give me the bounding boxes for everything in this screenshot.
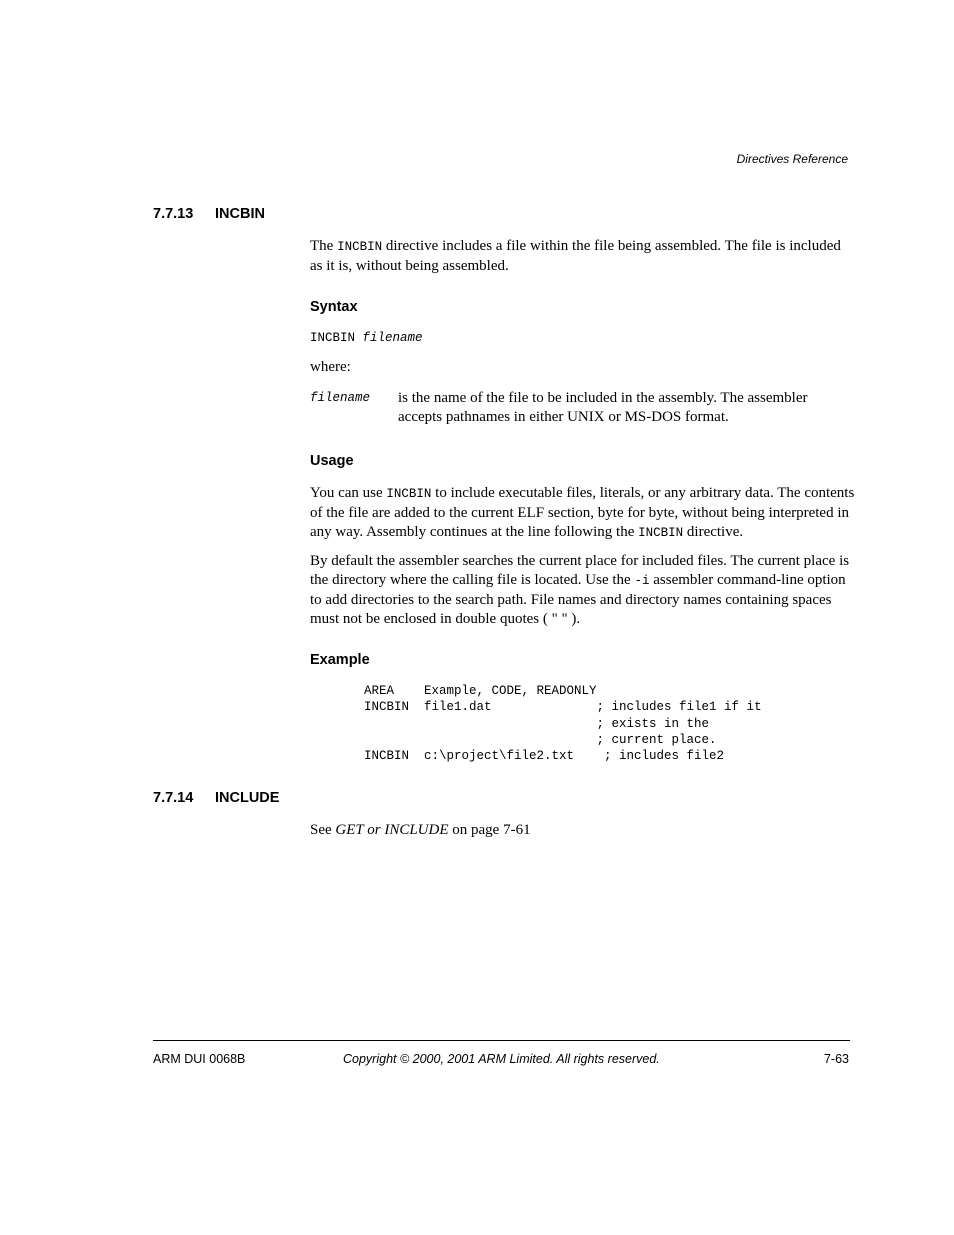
- example-heading: Example: [310, 652, 370, 668]
- inline-code: INCBIN: [337, 240, 383, 254]
- section-number: 7.7.14: [153, 790, 194, 806]
- intro-paragraph: The INCBIN directive includes a file within the file being assembled. The file is included as it is, without being assembled.: [310, 238, 841, 274]
- footer-page-number: 7-63: [823, 1052, 849, 1066]
- param-description: is the name of the file to be included in the assembly. The assembler accepts pathnames in either UNIX or MS-DOS format.: [398, 390, 808, 425]
- see-reference: See GET or INCLUDE on page 7-61: [310, 822, 531, 838]
- running-header: Directives Reference: [736, 152, 848, 166]
- param-term: filename: [310, 391, 371, 405]
- example-code-block: AREA Example, CODE, READONLY INCBIN file1.dat ; includes file1 if it ; exists in the ; current place. INCBIN c:\project\file2.txt ; includes file2: [364, 684, 762, 764]
- syntax-heading: Syntax: [310, 299, 358, 315]
- usage-heading: Usage: [310, 453, 354, 469]
- section-heading-include: [153, 790, 279, 806]
- section-title: INCLUDE: [215, 790, 280, 806]
- section-number: 7.7.13: [153, 206, 194, 222]
- section-heading-incbin: [153, 206, 265, 222]
- syntax-argument: filename: [362, 331, 423, 345]
- footer-copyright: Copyright © 2000, 2001 ARM Limited. All rights reserved.: [343, 1052, 660, 1066]
- inline-code: -i: [634, 574, 650, 588]
- usage-paragraph-1: You can use INCBIN to include executable files, literals, or any arbitrary data. The contents of the file are added to the current ELF section, byte for byte, without being interpreted in any way. Assembly continues at the line following the INCBIN directive.: [310, 485, 855, 540]
- section-title: INCBIN: [215, 206, 265, 222]
- syntax-keyword: INCBIN: [310, 331, 356, 345]
- usage-paragraph-2: By default the assembler searches the current place for included files. The current place is the directory where the calling file is located. Use the -i assembler command-line option to add directories to the search path. File names and directory names containing spaces must not be enclosed in double quotes ( " " ).: [310, 553, 850, 627]
- inline-code: INCBIN: [638, 526, 684, 540]
- footer-divider: [153, 1040, 850, 1041]
- footer-doc-id: ARM DUI 0068B: [153, 1052, 246, 1066]
- inline-code: INCBIN: [386, 487, 432, 501]
- where-label: where:: [310, 359, 351, 375]
- syntax-line: [310, 331, 423, 345]
- cross-reference-link[interactable]: GET or INCLUDE: [335, 822, 449, 838]
